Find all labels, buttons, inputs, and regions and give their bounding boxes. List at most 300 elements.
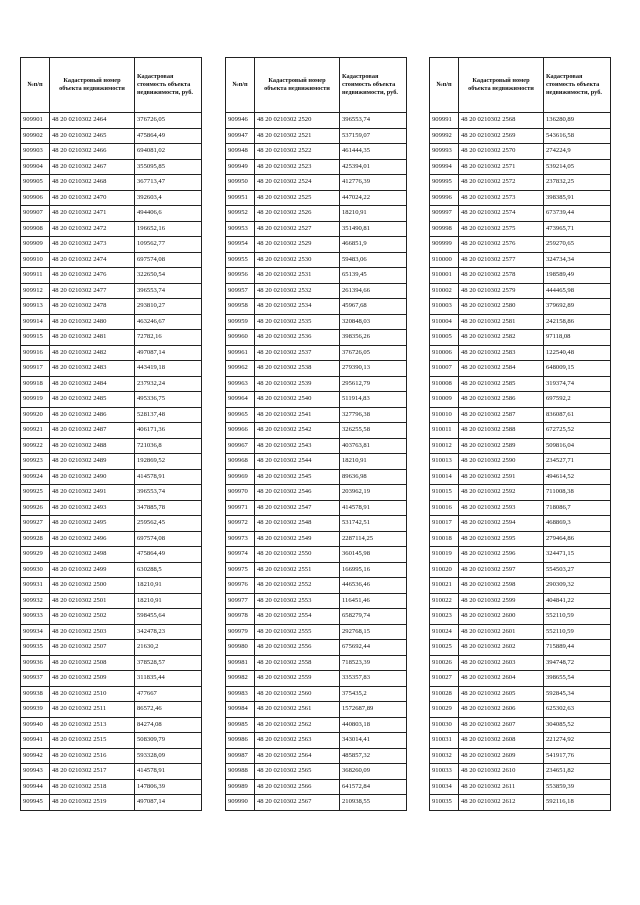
cadastral-value-cell: 97118,08: [544, 330, 611, 346]
cadastral-number-cell: 48 20 0210302 2548: [255, 516, 340, 532]
cadastral-number-cell: 48 20 0210302 2487: [50, 423, 135, 439]
cadastral-value-cell: 326255,58: [340, 423, 407, 439]
table-row: [226, 361, 407, 377]
cadastral-number-cell: 48 20 0210302 2510: [50, 686, 135, 702]
row-number-cell: 909941: [21, 733, 50, 749]
table-row: [21, 128, 202, 144]
cadastral-value-cell: 495336,75: [135, 392, 202, 408]
table-row: [226, 547, 407, 563]
table-row: [21, 686, 202, 702]
row-number-cell: 909994: [430, 159, 459, 175]
cadastral-value-cell: 398356,26: [340, 330, 407, 346]
table-row: [430, 500, 611, 516]
row-number-cell: 910007: [430, 361, 459, 377]
table-header-row: [226, 58, 407, 113]
row-number-cell: 909992: [430, 128, 459, 144]
cadastral-number-cell: 48 20 0210302 2527: [255, 221, 340, 237]
cadastral-number-cell: 48 20 0210302 2491: [50, 485, 135, 501]
row-number-cell: 909991: [430, 113, 459, 129]
table-row: [21, 252, 202, 268]
row-number-cell: 909918: [21, 376, 50, 392]
cadastral-value-cell: 721036,8: [135, 438, 202, 454]
cadastral-number-cell: 48 20 0210302 2567: [255, 795, 340, 811]
table-row: [226, 516, 407, 532]
cadastral-number-cell: 48 20 0210302 2466: [50, 144, 135, 160]
cadastral-value-cell: 89636,98: [340, 469, 407, 485]
cadastral-value-cell: 45967,68: [340, 299, 407, 315]
cadastral-value-cell: 234651,82: [544, 764, 611, 780]
table-row: [21, 299, 202, 315]
cadastral-number-cell: 48 20 0210302 2535: [255, 314, 340, 330]
row-number-cell: 909998: [430, 221, 459, 237]
row-number-cell: 909959: [226, 314, 255, 330]
table-row: [21, 779, 202, 795]
row-number-cell: 910015: [430, 485, 459, 501]
table-row: [430, 578, 611, 594]
table-row: [226, 144, 407, 160]
table-row: [430, 686, 611, 702]
table-row: [226, 609, 407, 625]
cadastral-number-cell: 48 20 0210302 2464: [50, 113, 135, 129]
cadastral-number-cell: 48 20 0210302 2467: [50, 159, 135, 175]
row-number-cell: 909963: [226, 376, 255, 392]
row-number-cell: 909953: [226, 221, 255, 237]
cadastral-value-cell: 511914,83: [340, 392, 407, 408]
cadastral-value-cell: 715889,44: [544, 640, 611, 656]
cadastral-number-cell: 48 20 0210302 2551: [255, 562, 340, 578]
table-row: [226, 531, 407, 547]
cadastral-number-cell: 48 20 0210302 2554: [255, 609, 340, 625]
cadastral-number-cell: 48 20 0210302 2501: [50, 593, 135, 609]
row-number-cell: 909957: [226, 283, 255, 299]
cadastral-number-cell: 48 20 0210302 2569: [459, 128, 544, 144]
row-number-cell: 909980: [226, 640, 255, 656]
cadastral-value-cell: 327796,38: [340, 407, 407, 423]
row-number-cell: 909902: [21, 128, 50, 144]
table-row: [430, 531, 611, 547]
row-number-cell: 909921: [21, 423, 50, 439]
table-header-row: [21, 58, 202, 113]
cadastral-number-cell: 48 20 0210302 2536: [255, 330, 340, 346]
row-number-cell: 910031: [430, 733, 459, 749]
table-row: [226, 268, 407, 284]
row-number-cell: 909912: [21, 283, 50, 299]
row-number-cell: 909961: [226, 345, 255, 361]
cadastral-number-cell: 48 20 0210302 2597: [459, 562, 544, 578]
table-row: [430, 376, 611, 392]
cadastral-number-cell: 48 20 0210302 2571: [459, 159, 544, 175]
table-row: [21, 748, 202, 764]
cadastral-value-cell: 403763,81: [340, 438, 407, 454]
cadastral-value-cell: 528137,48: [135, 407, 202, 423]
row-number-cell: 909979: [226, 624, 255, 640]
cadastral-value-cell: 376726,05: [340, 345, 407, 361]
row-number-cell: 909913: [21, 299, 50, 315]
row-number-cell: 910030: [430, 717, 459, 733]
cadastral-value-cell: 322650,54: [135, 268, 202, 284]
cadastral-value-cell: 475864,49: [135, 128, 202, 144]
cadastral-number-cell: 48 20 0210302 2541: [255, 407, 340, 423]
cadastral-value-cell: 648009,15: [544, 361, 611, 377]
cadastral-number-cell: 48 20 0210302 2583: [459, 345, 544, 361]
cadastral-value-cell: 279464,86: [544, 531, 611, 547]
row-number-cell: 909911: [21, 268, 50, 284]
header-cadastral-value: Кадастровая стоимость объекта недвижимости, руб.: [135, 58, 202, 113]
table-row: [226, 593, 407, 609]
row-number-cell: 909983: [226, 686, 255, 702]
cadastral-number-cell: 48 20 0210302 2559: [255, 671, 340, 687]
row-number-cell: 910024: [430, 624, 459, 640]
cadastral-number-cell: 48 20 0210302 2530: [255, 252, 340, 268]
table-row: [430, 175, 611, 191]
cadastral-number-cell: 48 20 0210302 2546: [255, 485, 340, 501]
table-row: [430, 361, 611, 377]
row-number-cell: 909964: [226, 392, 255, 408]
table-row: [226, 252, 407, 268]
row-number-cell: 910019: [430, 547, 459, 563]
table-row: [430, 113, 611, 129]
cadastral-number-cell: 48 20 0210302 2572: [459, 175, 544, 191]
cadastral-value-cell: 598455,64: [135, 609, 202, 625]
cadastral-number-cell: 48 20 0210302 2558: [255, 655, 340, 671]
row-number-cell: 910000: [430, 252, 459, 268]
cadastral-number-cell: 48 20 0210302 2517: [50, 764, 135, 780]
table-row: [226, 113, 407, 129]
table-row: [226, 190, 407, 206]
cadastral-value-cell: 210938,55: [340, 795, 407, 811]
table-row: [430, 268, 611, 284]
table-row: [430, 702, 611, 718]
cadastral-table-1: [20, 57, 202, 811]
row-number-cell: 910013: [430, 454, 459, 470]
row-number-cell: 909940: [21, 717, 50, 733]
cadastral-value-cell: 116451,46: [340, 593, 407, 609]
cadastral-value-cell: 539214,05: [544, 159, 611, 175]
cadastral-number-cell: 48 20 0210302 2513: [50, 717, 135, 733]
table-row: [21, 593, 202, 609]
cadastral-value-cell: 368260,09: [340, 764, 407, 780]
cadastral-value-cell: 414578,91: [340, 500, 407, 516]
cadastral-value-cell: 463246,67: [135, 314, 202, 330]
cadastral-value-cell: 259562,45: [135, 516, 202, 532]
row-number-cell: 909931: [21, 578, 50, 594]
cadastral-value-cell: 658279,74: [340, 609, 407, 625]
row-number-cell: 909920: [21, 407, 50, 423]
table-row: [430, 407, 611, 423]
cadastral-value-cell: 673739,44: [544, 206, 611, 222]
cadastral-number-cell: 48 20 0210302 2566: [255, 779, 340, 795]
table-row: [226, 717, 407, 733]
table-row: [21, 314, 202, 330]
cadastral-value-cell: 446536,46: [340, 578, 407, 594]
row-number-cell: 910020: [430, 562, 459, 578]
cadastral-value-cell: 18210,91: [340, 206, 407, 222]
row-number-cell: 909905: [21, 175, 50, 191]
row-number-cell: 909919: [21, 392, 50, 408]
cadastral-number-cell: 48 20 0210302 2534: [255, 299, 340, 315]
cadastral-number-cell: 48 20 0210302 2565: [255, 764, 340, 780]
row-number-cell: 909904: [21, 159, 50, 175]
cadastral-number-cell: 48 20 0210302 2561: [255, 702, 340, 718]
cadastral-value-cell: 290309,32: [544, 578, 611, 594]
cadastral-value-cell: 234527,71: [544, 454, 611, 470]
cadastral-value-cell: 2287114,25: [340, 531, 407, 547]
cadastral-value-cell: 18210,91: [135, 593, 202, 609]
cadastral-value-cell: 343014,41: [340, 733, 407, 749]
table-row: [430, 624, 611, 640]
cadastral-value-cell: 351490,81: [340, 221, 407, 237]
cadastral-number-cell: 48 20 0210302 2518: [50, 779, 135, 795]
row-number-cell: 909999: [430, 237, 459, 253]
table-row: [21, 516, 202, 532]
table-row: [226, 686, 407, 702]
cadastral-value-cell: 122540,48: [544, 345, 611, 361]
cadastral-value-cell: 697592,2: [544, 392, 611, 408]
row-number-cell: 909907: [21, 206, 50, 222]
cadastral-number-cell: 48 20 0210302 2590: [459, 454, 544, 470]
row-number-cell: 910021: [430, 578, 459, 594]
cadastral-number-cell: 48 20 0210302 2598: [459, 578, 544, 594]
row-number-cell: 909962: [226, 361, 255, 377]
cadastral-value-cell: 396553,74: [135, 485, 202, 501]
cadastral-value-cell: 406171,36: [135, 423, 202, 439]
cadastral-number-cell: 48 20 0210302 2580: [459, 299, 544, 315]
table-row: [226, 423, 407, 439]
cadastral-value-cell: 485857,32: [340, 748, 407, 764]
table-row: [430, 190, 611, 206]
row-number-cell: 910011: [430, 423, 459, 439]
row-number-cell: 909923: [21, 454, 50, 470]
table-row: [21, 206, 202, 222]
table-row: [21, 717, 202, 733]
row-number-cell: 909933: [21, 609, 50, 625]
row-number-cell: 909966: [226, 423, 255, 439]
cadastral-number-cell: 48 20 0210302 2471: [50, 206, 135, 222]
table-row: [226, 392, 407, 408]
row-number-cell: 909955: [226, 252, 255, 268]
table-row: [226, 764, 407, 780]
cadastral-number-cell: 48 20 0210302 2552: [255, 578, 340, 594]
header-cadastral-number: Кадастровый номер объекта недвижимости: [255, 58, 340, 113]
table-body: [226, 113, 407, 811]
row-number-cell: 910004: [430, 314, 459, 330]
cadastral-number-cell: 48 20 0210302 2605: [459, 686, 544, 702]
table-row: [226, 500, 407, 516]
row-number-cell: 909929: [21, 547, 50, 563]
cadastral-number-cell: 48 20 0210302 2573: [459, 190, 544, 206]
table-row: [430, 237, 611, 253]
header-num: №п/п: [226, 58, 255, 113]
cadastral-number-cell: 48 20 0210302 2520: [255, 113, 340, 129]
cadastral-number-cell: 48 20 0210302 2556: [255, 640, 340, 656]
cadastral-value-cell: 376726,05: [135, 113, 202, 129]
table-row: [226, 237, 407, 253]
cadastral-number-cell: 48 20 0210302 2579: [459, 283, 544, 299]
table-row: [430, 330, 611, 346]
cadastral-value-cell: 18210,91: [340, 454, 407, 470]
row-number-cell: 910010: [430, 407, 459, 423]
table-row: [430, 733, 611, 749]
row-number-cell: 909926: [21, 500, 50, 516]
cadastral-value-cell: 295612,79: [340, 376, 407, 392]
cadastral-value-cell: 18210,91: [135, 578, 202, 594]
cadastral-number-cell: 48 20 0210302 2519: [50, 795, 135, 811]
row-number-cell: 909976: [226, 578, 255, 594]
cadastral-number-cell: 48 20 0210302 2537: [255, 345, 340, 361]
cadastral-number-cell: 48 20 0210302 2589: [459, 438, 544, 454]
cadastral-number-cell: 48 20 0210302 2600: [459, 609, 544, 625]
header-num: №п/п: [430, 58, 459, 113]
row-number-cell: 909985: [226, 717, 255, 733]
row-number-cell: 910027: [430, 671, 459, 687]
cadastral-value-cell: 279390,13: [340, 361, 407, 377]
cadastral-value-cell: 672725,52: [544, 423, 611, 439]
cadastral-number-cell: 48 20 0210302 2587: [459, 407, 544, 423]
cadastral-value-cell: 86572,46: [135, 702, 202, 718]
cadastral-value-cell: 697574,08: [135, 531, 202, 547]
row-number-cell: 910009: [430, 392, 459, 408]
cadastral-number-cell: 48 20 0210302 2500: [50, 578, 135, 594]
cadastral-number-cell: 48 20 0210302 2549: [255, 531, 340, 547]
table-row: [21, 361, 202, 377]
table-row: [21, 407, 202, 423]
row-number-cell: 909981: [226, 655, 255, 671]
table-body: [21, 113, 202, 811]
table-row: [430, 128, 611, 144]
table-row: [21, 609, 202, 625]
table-row: [226, 562, 407, 578]
row-number-cell: 910032: [430, 748, 459, 764]
row-number-cell: 909916: [21, 345, 50, 361]
cadastral-number-cell: 48 20 0210302 2493: [50, 500, 135, 516]
table-row: [430, 516, 611, 532]
row-number-cell: 909973: [226, 531, 255, 547]
cadastral-number-cell: 48 20 0210302 2477: [50, 283, 135, 299]
cadastral-value-cell: 537159,07: [340, 128, 407, 144]
cadastral-value-cell: 554503,27: [544, 562, 611, 578]
row-number-cell: 909982: [226, 671, 255, 687]
row-number-cell: 909922: [21, 438, 50, 454]
row-number-cell: 910003: [430, 299, 459, 315]
cadastral-value-cell: 447024,22: [340, 190, 407, 206]
row-number-cell: 909928: [21, 531, 50, 547]
table-row: [226, 469, 407, 485]
header-cadastral-value: Кадастровая стоимость объекта недвижимости, руб.: [544, 58, 611, 113]
row-number-cell: 909946: [226, 113, 255, 129]
cadastral-value-cell: 711008,38: [544, 485, 611, 501]
cadastral-value-cell: 242158,86: [544, 314, 611, 330]
cadastral-table-3: [429, 57, 611, 811]
cadastral-number-cell: 48 20 0210302 2577: [459, 252, 544, 268]
table-row: [430, 609, 611, 625]
cadastral-number-cell: 48 20 0210302 2594: [459, 516, 544, 532]
cadastral-number-cell: 48 20 0210302 2544: [255, 454, 340, 470]
row-number-cell: 909956: [226, 268, 255, 284]
row-number-cell: 909942: [21, 748, 50, 764]
row-number-cell: 909987: [226, 748, 255, 764]
cadastral-number-cell: 48 20 0210302 2539: [255, 376, 340, 392]
table-row: [430, 438, 611, 454]
row-number-cell: 909951: [226, 190, 255, 206]
row-number-cell: 909936: [21, 655, 50, 671]
cadastral-value-cell: 379692,89: [544, 299, 611, 315]
table-row: [226, 671, 407, 687]
row-number-cell: 910028: [430, 686, 459, 702]
cadastral-number-cell: 48 20 0210302 2560: [255, 686, 340, 702]
cadastral-number-cell: 48 20 0210302 2489: [50, 454, 135, 470]
cadastral-value-cell: 21630,2: [135, 640, 202, 656]
row-number-cell: 910023: [430, 609, 459, 625]
cadastral-number-cell: 48 20 0210302 2470: [50, 190, 135, 206]
table-row: [21, 376, 202, 392]
cadastral-number-cell: 48 20 0210302 2599: [459, 593, 544, 609]
row-number-cell: 909947: [226, 128, 255, 144]
cadastral-value-cell: 136280,89: [544, 113, 611, 129]
table-row: [430, 640, 611, 656]
table-row: [21, 438, 202, 454]
table-row: [430, 206, 611, 222]
table-row: [430, 655, 611, 671]
cadastral-number-cell: 48 20 0210302 2568: [459, 113, 544, 129]
row-number-cell: 910001: [430, 268, 459, 284]
table-row: [21, 345, 202, 361]
table-row: [430, 671, 611, 687]
cadastral-number-cell: 48 20 0210302 2484: [50, 376, 135, 392]
table-row: [21, 795, 202, 811]
table-row: [226, 640, 407, 656]
row-number-cell: 909974: [226, 547, 255, 563]
row-number-cell: 909932: [21, 593, 50, 609]
cadastral-value-cell: 375435,2: [340, 686, 407, 702]
table-row: [226, 779, 407, 795]
cadastral-number-cell: 48 20 0210302 2499: [50, 562, 135, 578]
cadastral-number-cell: 48 20 0210302 2596: [459, 547, 544, 563]
cadastral-number-cell: 48 20 0210302 2609: [459, 748, 544, 764]
cadastral-value-cell: 192869,52: [135, 454, 202, 470]
table-row: [21, 640, 202, 656]
row-number-cell: 909986: [226, 733, 255, 749]
header-cadastral-number: Кадастровый номер объекта недвижимости: [50, 58, 135, 113]
row-number-cell: 909938: [21, 686, 50, 702]
cadastral-number-cell: 48 20 0210302 2606: [459, 702, 544, 718]
cadastral-value-cell: 319374,74: [544, 376, 611, 392]
cadastral-value-cell: 412776,39: [340, 175, 407, 191]
cadastral-value-cell: 630288,5: [135, 562, 202, 578]
cadastral-value-cell: 198589,49: [544, 268, 611, 284]
table-row: [21, 733, 202, 749]
row-number-cell: 909952: [226, 206, 255, 222]
row-number-cell: 909924: [21, 469, 50, 485]
cadastral-value-cell: 592845,34: [544, 686, 611, 702]
cadastral-value-cell: 625302,63: [544, 702, 611, 718]
cadastral-value-cell: 396553,74: [135, 283, 202, 299]
cadastral-value-cell: 237932,24: [135, 376, 202, 392]
cadastral-value-cell: 494614,52: [544, 469, 611, 485]
cadastral-value-cell: 509816,04: [544, 438, 611, 454]
cadastral-number-cell: 48 20 0210302 2482: [50, 345, 135, 361]
cadastral-value-cell: 320848,03: [340, 314, 407, 330]
row-number-cell: 909965: [226, 407, 255, 423]
table-row: [21, 237, 202, 253]
cadastral-table-2: [225, 57, 407, 811]
cadastral-value-cell: 466851,9: [340, 237, 407, 253]
cadastral-value-cell: 360145,98: [340, 547, 407, 563]
cadastral-number-cell: 48 20 0210302 2547: [255, 500, 340, 516]
table-row: [430, 345, 611, 361]
table-row: [21, 531, 202, 547]
cadastral-value-cell: 675692,44: [340, 640, 407, 656]
cadastral-number-cell: 48 20 0210302 2522: [255, 144, 340, 160]
